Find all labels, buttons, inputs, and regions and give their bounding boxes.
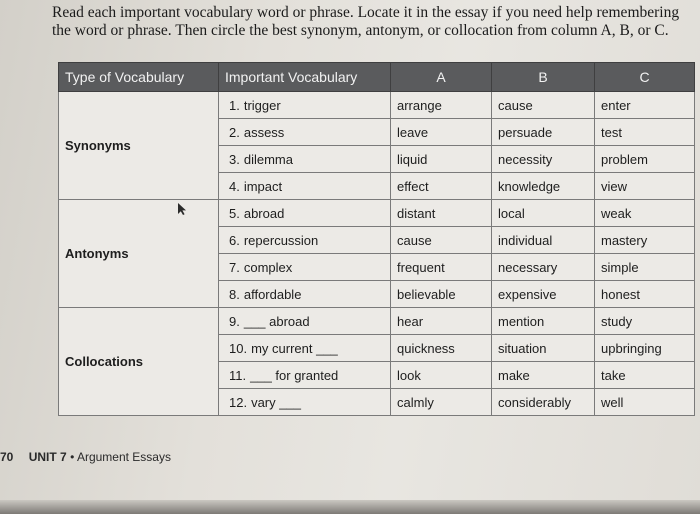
item-number: 12.: [229, 394, 248, 410]
page-number: 70: [0, 450, 14, 464]
instructions: [52, 4, 692, 40]
vocabulary-word-cell: [219, 173, 391, 200]
option-a-cell[interactable]: leave: [391, 119, 492, 146]
vocabulary-word: repercussion: [243, 232, 319, 248]
vocabulary-word-cell: [219, 335, 391, 362]
option-a-cell[interactable]: hear: [391, 308, 492, 335]
option-a-cell[interactable]: calmly: [391, 389, 492, 416]
option-c-cell[interactable]: honest: [595, 281, 695, 308]
option-b-cell[interactable]: expensive: [492, 281, 595, 308]
option-c-cell[interactable]: enter: [595, 92, 695, 119]
option-b-cell[interactable]: cause: [492, 92, 595, 119]
option-b-cell[interactable]: necessary: [492, 254, 595, 281]
option-a-cell[interactable]: effect: [391, 173, 492, 200]
section-label: Argument Essays: [76, 450, 171, 464]
vocabulary-word-cell: [219, 281, 391, 308]
unit-label: UNIT 7: [28, 450, 67, 464]
option-a-cell[interactable]: liquid: [391, 146, 492, 173]
vocabulary-word: abroad: [243, 205, 285, 221]
vocabulary-word: assess: [243, 124, 285, 140]
vocabulary-word: ___ abroad: [243, 313, 310, 329]
option-c-cell[interactable]: well: [595, 389, 695, 416]
option-b-cell[interactable]: local: [492, 200, 595, 227]
option-c-cell[interactable]: simple: [595, 254, 695, 281]
vocabulary-table: [58, 62, 695, 416]
vocabulary-word-cell: [219, 362, 391, 389]
option-b-cell[interactable]: situation: [492, 335, 595, 362]
option-c-cell[interactable]: mastery: [595, 227, 695, 254]
option-a-cell[interactable]: frequent: [391, 254, 492, 281]
vocabulary-word-cell: [219, 227, 391, 254]
option-b-cell[interactable]: necessity: [492, 146, 595, 173]
item-number: 8.: [229, 286, 240, 302]
vocabulary-word: vary ___: [251, 394, 301, 410]
vocabulary-word-cell: [219, 146, 391, 173]
table-header-row: [59, 63, 695, 92]
vocabulary-word-cell: [219, 389, 391, 416]
option-b-cell[interactable]: individual: [492, 227, 595, 254]
page-bottom-edge: [0, 500, 700, 514]
vocabulary-word: trigger: [243, 97, 281, 113]
option-c-cell[interactable]: upbringing: [595, 335, 695, 362]
header-column-a: A: [391, 63, 492, 92]
item-number: 6.: [229, 232, 240, 248]
option-c-cell[interactable]: weak: [595, 200, 695, 227]
table-row: [59, 308, 695, 335]
vocabulary-word: complex: [243, 259, 293, 275]
option-c-cell[interactable]: view: [595, 173, 695, 200]
option-a-cell[interactable]: quickness: [391, 335, 492, 362]
vocabulary-word: ___ for granted: [250, 367, 339, 383]
option-c-cell[interactable]: problem: [595, 146, 695, 173]
option-b-cell[interactable]: mention: [492, 308, 595, 335]
vocabulary-word: my current ___: [251, 340, 338, 356]
vocabulary-type-collocations: Collocations: [59, 308, 219, 416]
header-vocabulary: Important Vocabulary: [219, 63, 391, 92]
item-number: 3.: [229, 151, 240, 167]
option-b-cell[interactable]: considerably: [492, 389, 595, 416]
item-number: 7.: [229, 259, 240, 275]
header-type: Type of Vocabulary: [59, 63, 219, 92]
option-b-cell[interactable]: knowledge: [492, 173, 595, 200]
instructions-line-2: the word or phrase. Then circle the best synonym, antonym, or collocation from column A, B, or C.: [52, 22, 669, 39]
vocabulary-word: affordable: [243, 286, 302, 302]
vocabulary-word-cell: [219, 119, 391, 146]
item-number: 1.: [229, 97, 240, 113]
item-number: 4.: [229, 178, 240, 194]
table-row: [59, 200, 695, 227]
page-footer: [0, 450, 171, 464]
mouse-pointer-icon: [176, 202, 188, 216]
header-column-c: C: [595, 63, 695, 92]
option-c-cell[interactable]: take: [595, 362, 695, 389]
item-number: 11.: [229, 367, 247, 383]
footer-bullet: •: [70, 450, 75, 464]
instructions-line-1: Read each important vocabulary word or phrase. Locate it in the essay if you need help remembering: [52, 4, 680, 21]
vocabulary-word-cell: [219, 254, 391, 281]
option-b-cell[interactable]: make: [492, 362, 595, 389]
item-number: 9.: [229, 313, 240, 329]
vocabulary-type-synonyms: Synonyms: [59, 92, 219, 200]
option-a-cell[interactable]: look: [391, 362, 492, 389]
vocabulary-word-cell: [219, 308, 391, 335]
table-row: [59, 92, 695, 119]
option-a-cell[interactable]: arrange: [391, 92, 492, 119]
header-column-b: B: [492, 63, 595, 92]
option-a-cell[interactable]: believable: [391, 281, 492, 308]
option-c-cell[interactable]: study: [595, 308, 695, 335]
item-number: 10.: [229, 340, 248, 356]
vocabulary-word-cell: [219, 92, 391, 119]
vocabulary-word-cell: [219, 200, 391, 227]
table-body: [59, 92, 695, 416]
option-a-cell[interactable]: distant: [391, 200, 492, 227]
vocabulary-word: impact: [243, 178, 283, 194]
item-number: 2.: [229, 124, 240, 140]
option-b-cell[interactable]: persuade: [492, 119, 595, 146]
option-a-cell[interactable]: cause: [391, 227, 492, 254]
option-c-cell[interactable]: test: [595, 119, 695, 146]
vocabulary-word: dilemma: [243, 151, 293, 167]
vocabulary-type-antonyms: Antonyms: [59, 200, 219, 308]
item-number: 5.: [229, 205, 240, 221]
